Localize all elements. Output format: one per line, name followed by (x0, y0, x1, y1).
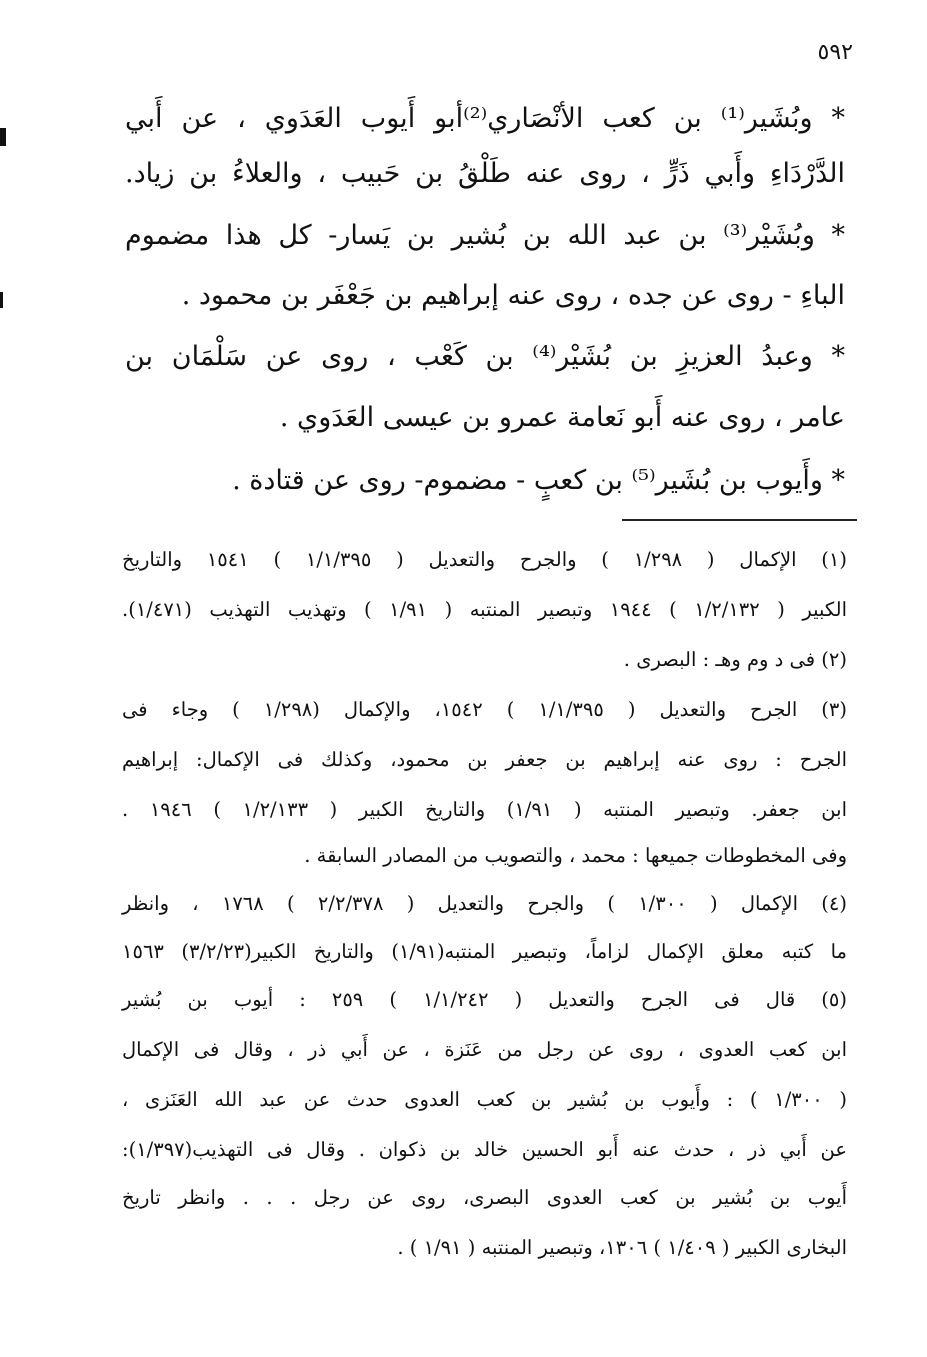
main-line-6: عامر ، روى عنه أَبو نَعامة عمرو بن عيسى العَدَوي . (279, 402, 845, 433)
main-line-5: * وعبدُ العزيزِ بن بُشَيْر⁽⁴⁾ بن كَعْب ، روى عن سَلْمَان بن (125, 341, 845, 372)
footnote-line-1: (١) الإكمال ( ١/٢٩٨ ) والجرح والتعديل ( ١/١/٣٩٥ ) ١٥٤١ والتاريخ (122, 548, 847, 571)
main-line-1: * وبُشَير⁽¹⁾ بن كعب الأنْصَاري⁽²⁾أبو أَيوب العَدَوي ، عن أَبي (125, 103, 845, 134)
footnote-line-4: (٣) الجرح والتعديل ( ١/١/٣٩٥ ) ١٥٤٢، والإكمال (١/٢٩٨ ) وجاء فى (122, 698, 847, 721)
page-number: ٥٩٢ (817, 40, 853, 65)
footnote-line-14: أَيوب بن بُشير بن كعب العدوى البصرى، روى عن رجل . . . وانظر تاريخ (122, 1186, 847, 1209)
main-line-4: الباءِ - روى عن جده ، روى عنه إبراهيم بن جَعْفَر بن محمود . (181, 280, 845, 311)
main-line-2: الدَّرْدَاءِ وأَبي ذَرٍّ ، روى عنه طَلْقُ بن حَبيب ، والعلاءُ بن زياد. (125, 158, 845, 189)
footnote-line-8: (٤) الإكمال ( ١/٣٠٠ ) والجرح والتعديل ( ٢/٢/٣٧٨ ) ١٧٦٨ ، وانظر (122, 892, 847, 915)
main-line-3: * وبُشَيْر⁽³⁾ بن عبد الله بن بُشير بن يَسار- كل هذا مضموم (125, 220, 845, 251)
footnote-line-7: وفى المخطوطات جميعها : محمد ، والتصويب من المصادر السابقة . (304, 844, 847, 867)
footnote-line-10: (٥) قال فى الجرح والتعديل ( ١/١/٢٤٢ ) ٢٥٩ : أيوب بن بُشير (122, 988, 847, 1011)
footnote-line-3: (٢) فى د وم وهـ : البصرى . (623, 648, 847, 671)
footnote-line-2: الكبير ( ١/٢/١٣٢ ) ١٩٤٤ وتبصير المنتبه ( ١/٩١ ) وتهذيب التهذيب (١/٤٧١). (122, 598, 847, 621)
footnote-line-11: ابن كعب العدوى ، روى عن رجل من عَنَزة ، عن أَبي ذر ، وقال فى الإكمال (122, 1038, 847, 1061)
footnote-line-13: عن أَبي ذر ، حدث عنه أَبو الحسين خالد بن ذكوان . وقال فى التهذيب(١/٣٩٧): (122, 1138, 847, 1161)
margin-mark-middle (0, 292, 3, 308)
footnote-line-9: ما كتبه معلق الإكمال لزاماً، وتبصير المنتبه(١/٩١) والتاريخ الكبير(٣/٢/٢٣) ١٥٦٣ (122, 940, 847, 963)
footnote-line-12: ( ١/٣٠٠ ) : وأَيوب بن بُشير بن كعب العدوى حدث عن عبد الله العَنَزى ، (122, 1088, 848, 1111)
footnote-separator (622, 519, 857, 521)
footnote-line-6: ابن جعفر. وتبصير المنتبه ( ١/٩١) والتاريخ الكبير ( ١/٢/١٣٣ ) ١٩٤٦ . (122, 798, 847, 821)
margin-mark-top (0, 128, 6, 146)
main-line-7: * وأَيوب بن بُشَير⁽⁵⁾ بن كعبٍ - مضموم- روى عن قتادة . (232, 465, 845, 496)
footnote-line-5: الجرح : روى عنه إبراهيم بن جعفر بن محمود، وكذلك فى الإكمال: إبراهيم (122, 748, 847, 771)
footnote-line-15: البخارى الكبير ( ١/٤٠٩ ) ١٣٠٦، وتبصير المنتبه ( ١/٩١ ) . (397, 1236, 847, 1259)
